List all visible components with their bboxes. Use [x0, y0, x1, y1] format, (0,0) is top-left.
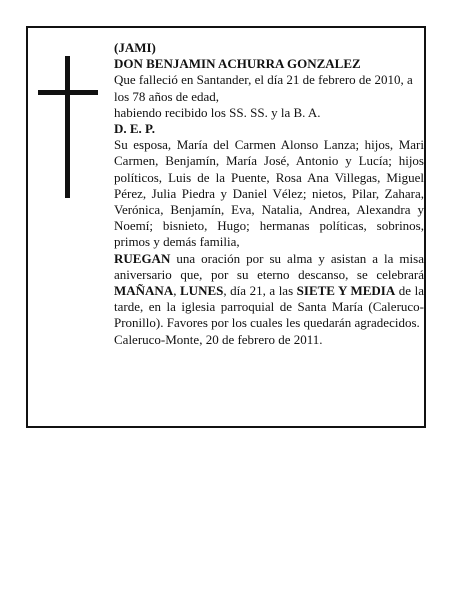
- cross-horizontal-bar: [38, 90, 98, 95]
- rip-line: D. E. P.: [114, 121, 156, 137]
- obituary-text: [114, 40, 424, 348]
- day-label: MAÑANA: [114, 283, 174, 299]
- nickname: (JAMI): [114, 40, 156, 55]
- request-text-2: , día 21, a las: [223, 283, 297, 299]
- death-info: Que falleció en Santander, el día 21 de febrero de 2010, a los 78 años de edad,: [114, 72, 413, 104]
- request-label: RUEGAN: [114, 250, 171, 266]
- cross-icon: [38, 56, 98, 198]
- family-paragraph: Su esposa, María del Carmen Alonso Lanza; hijos, Mari Carmen, Benjamín, María José, Antonio y Lucía; hijos políticos, Luis de la Puente, Rosa Ana Villegas, Miguel Pérez, Julia Piedra y Daniel Vélez; nietos, Pilar, Zahara, Verónica, Benjamín, Eva, Natalia, Andrea, Alexandra y Noemí; bisnieto, Hugo; hermanas políticas, sobrinos, primos y demás familia,: [114, 137, 424, 250]
- obituary-notice: [26, 26, 426, 428]
- request-text-1: una oración por su alma y asistan a la misa aniversario que, por su eterno descanso, se celebrará: [114, 250, 424, 282]
- weekday-label: LUNES: [180, 283, 224, 299]
- cross-vertical-bar: [65, 56, 70, 198]
- time-label: SIETE Y MEDIA: [296, 283, 396, 299]
- request-text-3: de la tarde, en la iglesia parroquial de Santa María (Caleruco-Pronillo). Favores por los cuales les quedarán agradecidos.: [114, 283, 424, 331]
- mass-request-paragraph: [114, 251, 424, 332]
- place-date-line: Caleruco-Monte, 20 de febrero de 2011.: [114, 331, 323, 347]
- deceased-name: DON BENJAMIN ACHURRA GONZALEZ: [114, 56, 361, 72]
- sacraments-line: habiendo recibido los SS. SS. y la B. A.: [114, 104, 321, 120]
- comma-separator: ,: [173, 283, 181, 299]
